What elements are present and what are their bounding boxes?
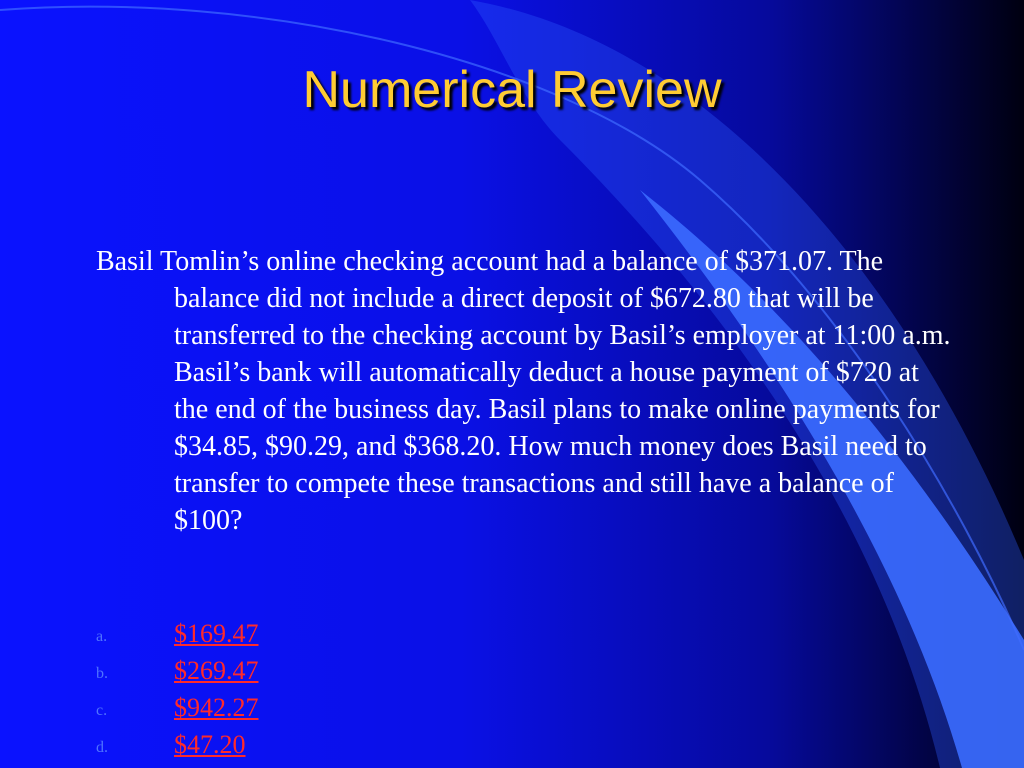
answer-link-b[interactable]: $269.47 (174, 656, 259, 685)
answer-letter: d. (96, 739, 108, 756)
answer-option-d (96, 730, 696, 767)
answer-letter: a. (96, 628, 108, 645)
question-text-block (96, 243, 956, 539)
answer-option-c (96, 693, 696, 730)
answer-option-b (96, 656, 696, 693)
answer-letter: c. (96, 702, 108, 719)
answer-list (96, 619, 696, 767)
answer-option-a (96, 619, 696, 656)
answer-link-c[interactable]: $942.27 (174, 693, 259, 722)
answer-link-d[interactable]: $47.20 (174, 730, 246, 759)
answer-link-a[interactable]: $169.47 (174, 619, 259, 648)
question-text: Basil Tomlin’s online checking account had a balance of $371.07. The balance did not include a direct deposit of $672.80 that will be transferred to the checking account by Basil’s employer at 11:00 a.m. Basil’s bank will automatically deduct a house payment of $720 at the end of the business day. Basil plans to make online payments for $34.85, $90.29, and $368.20. How much money does Basil need to transfer to compete these transactions and still have a balance of $100? (96, 246, 951, 536)
slide-title: Numerical Review (302, 61, 722, 119)
answer-letter: b. (96, 665, 108, 682)
